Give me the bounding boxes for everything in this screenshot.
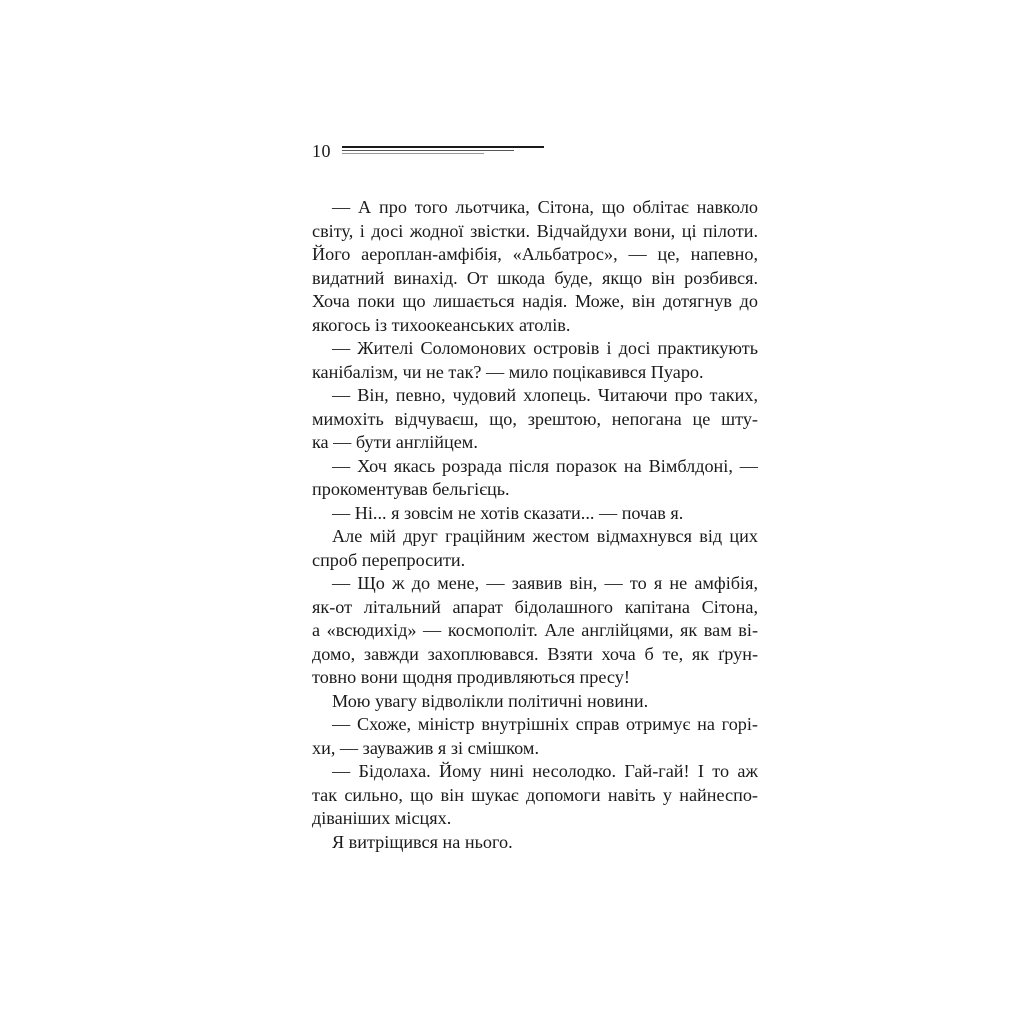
- text-line: якогось із тихоокеанських атолів.: [312, 314, 571, 335]
- text-line: — Бідолаха. Йому нині несолодко. Гай-гай! І то аж: [332, 761, 758, 781]
- header-rule-ornament: [342, 146, 544, 156]
- text-line: прокоментував бельгієць.: [312, 479, 510, 499]
- text-line: — Що ж до мене, — заявив він, — то я не амфібія,: [332, 573, 758, 593]
- text-line: Мою увагу відволікли політичні новини.: [332, 690, 649, 711]
- text-line: — Схоже, міністр внутрішніх справ отримує на горі-: [332, 714, 758, 734]
- text-line: — Жителі Соломонових островів і досі практикують: [332, 338, 758, 358]
- text-line: Його аероплан-амфібія, «Альбатрос», — це, напевно,: [312, 244, 758, 264]
- text-line: домо, завжди захоплювався. Взяти хоча б те, як ґрун-: [312, 643, 758, 664]
- text-line: діваніших місцях.: [312, 808, 452, 828]
- text-line: як-от літальний апарат бідолашного капітана Сітона,: [312, 596, 758, 617]
- text-line: видатний винахід. От шкода буде, якщо він розбився.: [312, 267, 758, 288]
- text-line: а «всюдихід» — космополіт. Але англійцями, як вам ві-: [312, 620, 758, 640]
- text-line: — Ні... я зовсім не хотів сказати... — почав я.: [332, 502, 684, 523]
- text-line: Я витріщився на нього.: [332, 831, 513, 852]
- text-line: так сильно, що він шукає допомоги навіть у найнеспо-: [312, 784, 758, 805]
- header-rule-top: [342, 146, 544, 148]
- text-line: спроб перепросити.: [312, 549, 466, 570]
- text-line: товно вони щодня продивляються пресу!: [312, 667, 630, 687]
- text-line: хи, — зауважив я зі смішком.: [312, 737, 539, 758]
- body-text: [312, 196, 758, 854]
- text-line: канібалізм, чи не так? — мило поцікавився Пуаро.: [312, 361, 704, 382]
- text-line: світу, і досі жодної звістки. Відчайдухи вони, ці пілоти.: [312, 220, 758, 241]
- text-line: ка — бути англійцем.: [312, 432, 478, 452]
- text-line: — Він, певно, чудовий хлопець. Читаючи про таких,: [332, 385, 758, 405]
- header-rule-bottom: [342, 153, 484, 154]
- header-rule-middle: [342, 150, 514, 151]
- text-line: Але мій друг граційним жестом відмахнувся від цих: [332, 526, 758, 546]
- text-line: — А про того льотчика, Сітона, що облітає навколо: [332, 197, 758, 217]
- text-line: Хоча поки що лишається надія. Може, він дотягнув до: [312, 291, 758, 311]
- page-number: 10: [312, 141, 331, 161]
- text-line: — Хоч якась розрада після поразок на Вімблдоні, —: [332, 455, 758, 476]
- text-line: мимохіть відчуваєш, що, зрештою, непогана це шту-: [312, 408, 758, 429]
- page-header: [312, 140, 552, 164]
